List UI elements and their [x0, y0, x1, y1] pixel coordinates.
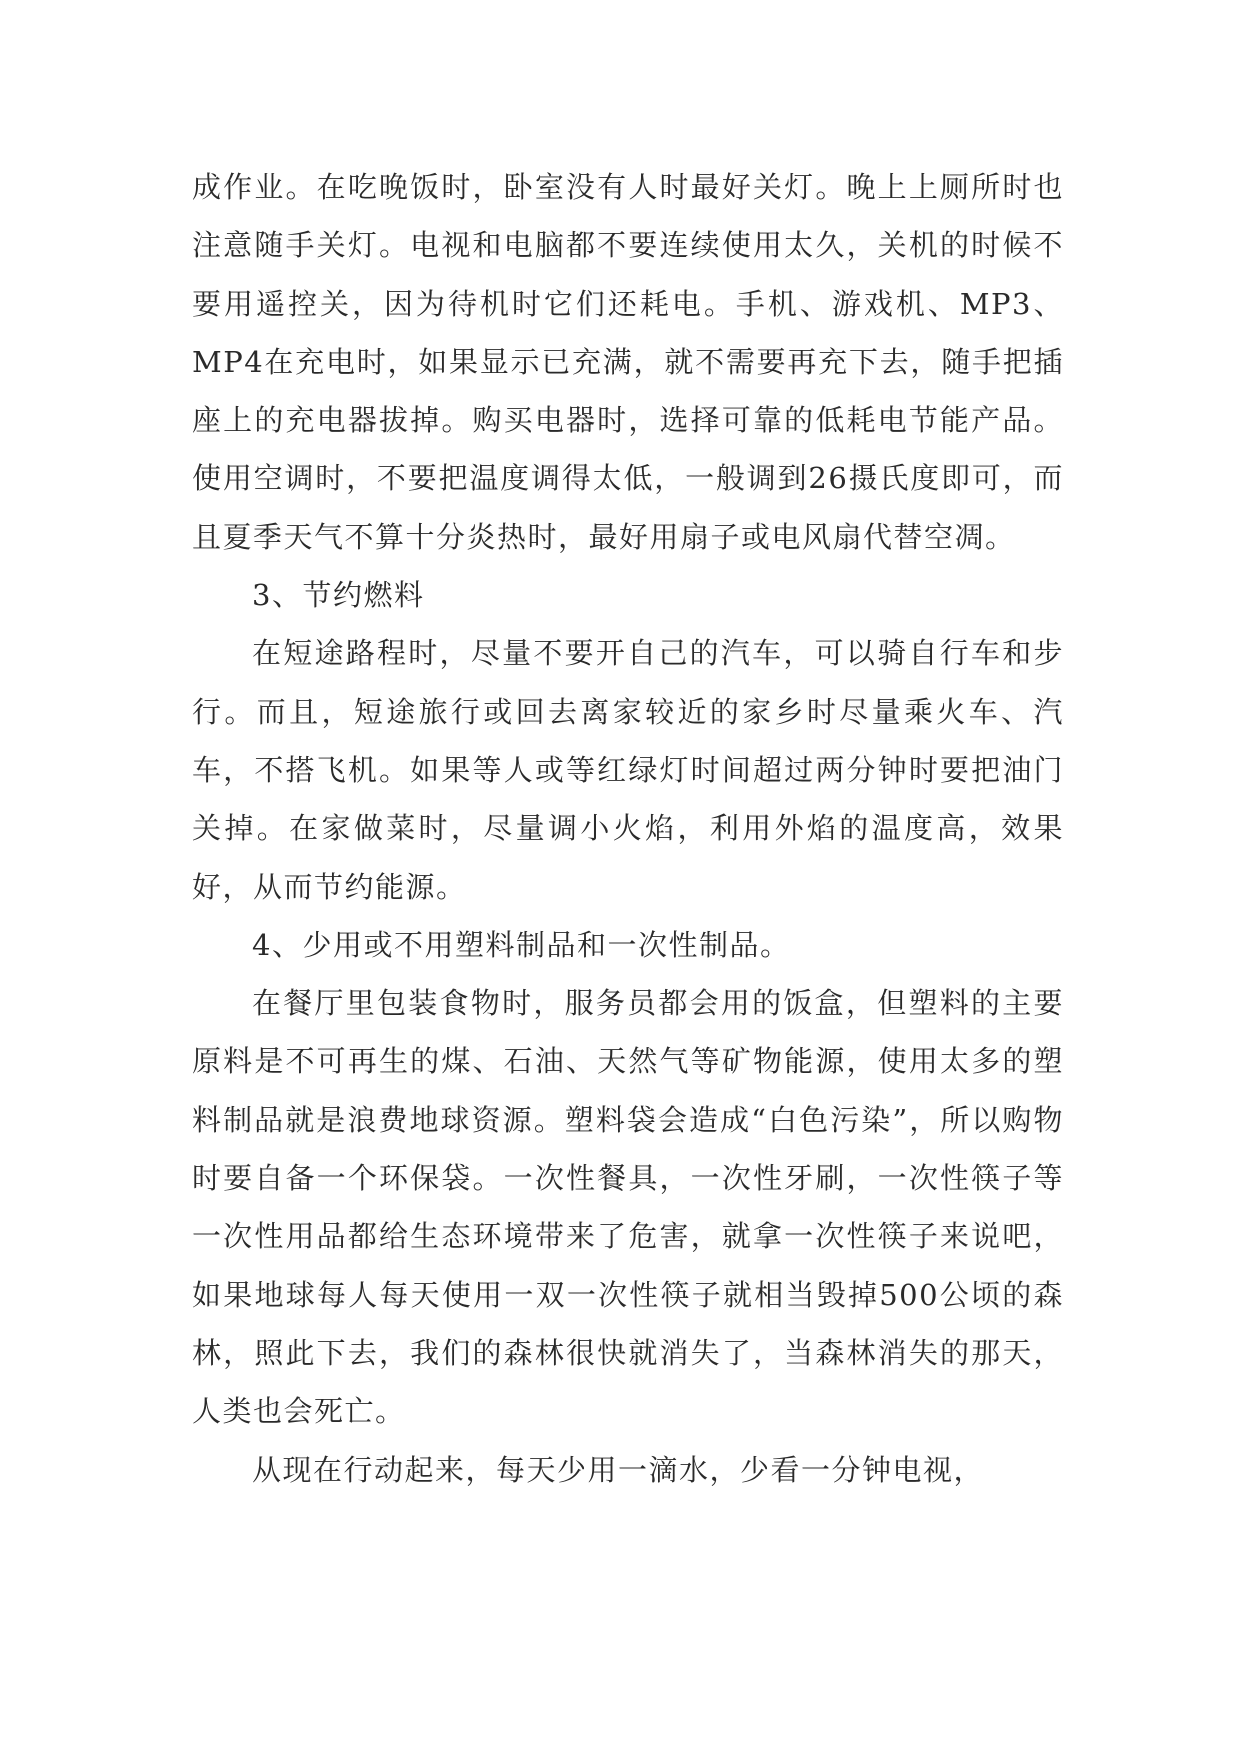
heading-reduce-plastic: 4、少用或不用塑料制品和一次性制品。: [252, 927, 791, 962]
document-page: [192, 158, 1064, 1499]
paragraph-plastic-tips: 在餐厅里包装食物时，服务员都会用的饭盒，但塑料的主要原料是不可再生的煤、石油、天然气等矿物能源，使用太多的塑料制品就是浪费地球资源。塑料袋会造成“白色污染”，所以购物时要自备一个环保袋。一次性餐具，一次性牙刷，一次性筷子等一次性用品都给生态环境带来了危害，就拿一次性筷子来说吧，如果地球每人每天使用一双一次性筷子就相当毁掉500公顷的森林，照此下去，我们的森林很快就消失了，当森林消失的那天，人类也会死亡。: [192, 986, 1064, 1429]
paragraph-closing: 从现在行动起来，每天少用一滴水，少看一分钟电视，: [252, 1452, 985, 1487]
heading-save-fuel: 3、节约燃料: [252, 578, 425, 613]
paragraph-fuel-tips: 在短途路程时，尽量不要开自己的汽车，可以骑自行车和步行。而且，短途旅行或回去离家较近的家乡时尽量乘火车、汽车，不搭飞机。如果等人或等红绿灯时间超过两分钟时要把油门关掉。在家做菜时，尽量调小火焰，利用外焰的温度高，效果好，从而节约能源。: [192, 636, 1064, 904]
paragraph-electricity-tips: 成作业。在吃晚饭时，卧室没有人时最好关灯。晚上上厕所时也注意随手关灯。电视和电脑都不要连续使用太久，关机的时候不要用遥控关，因为待机时它们还耗电。手机、游戏机、MP3、MP4在充电时，如果显示已充满，就不需要再充下去，随手把插座上的充电器拔掉。购买电器时，选择可靠的低耗电节能产品。使用空调时，不要把温度调得太低，一般调到26摄氏度即可，而且夏季天气不算十分炎热时，最好用扇子或电风扇代替空凋。: [192, 170, 1064, 554]
